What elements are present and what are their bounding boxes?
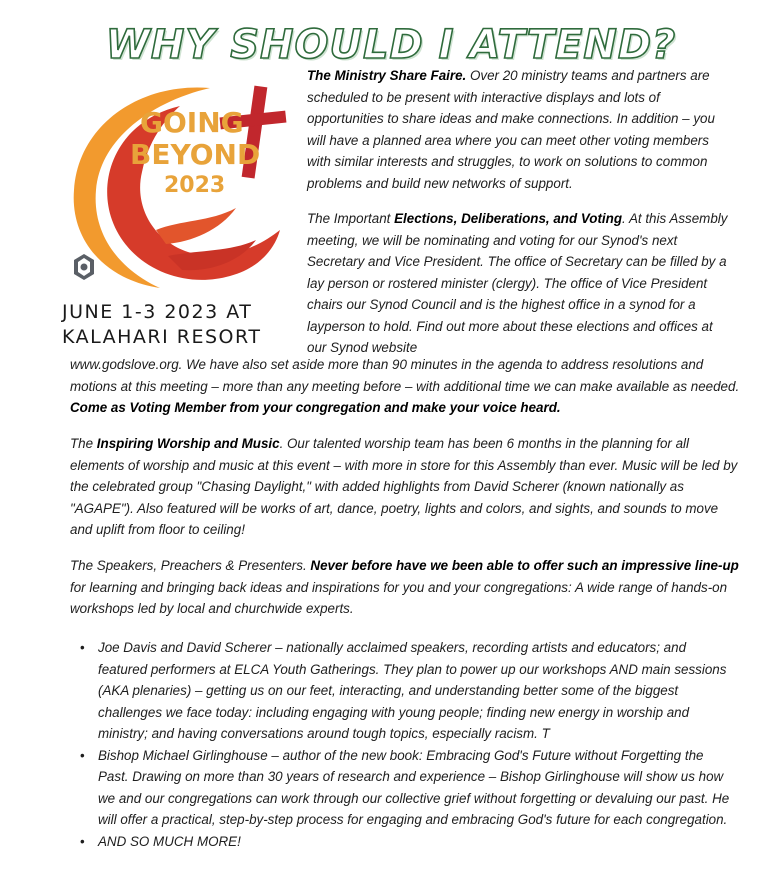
event-venue: KALAHARI RESORT [62,326,262,348]
list-item: • Joe Davis and David Scherer – nationally acclaimed speakers, recording artists and educators; and featured performers at ELCA Youth Gatherings. They plan to power up our workshops AND main sessions (AKA plenaries) – getting us on our feet, interacting, and understanding better some of the biggest challenges we face today: including engaging with young people; finding new energy in worship and ministry; and having conversations around tough topics, especially racism. T [70,637,736,745]
synod-seal-icon [74,254,94,280]
elections-lead: The Important [307,211,395,226]
event-date-venue [62,300,302,350]
logo-line1: GOING [140,106,244,139]
elections-cta: Come as Voting Member from your congregation and make your voice heard. [70,400,561,415]
speakers-text: for learning and bringing back ideas and inspirations for you and your congregations: A wide range of hands-on workshops led by local and churchwide experts. [70,579,728,616]
worship-heading: Inspiring Worship and Music [96,436,280,451]
elections-text: . At this Assembly meeting, we will be nominating and voting for our Synod's next Secretary and Vice President. The office of Secretary can be filled by a lay person or rostered minister (clergy). The office of Vice President chairs our Synod Council and is the highest office in a synod for a layperson to hold. Find out more about these elections and offices at our Synod website [307,211,728,355]
worship-lead: The [70,436,97,451]
ministry-section [307,65,727,194]
elections-heading: Elections, Deliberations, and Voting [394,211,623,226]
worship-section [70,433,740,541]
elections-continued [70,354,740,419]
list-item: • AND SO MUCH MORE! [70,831,736,853]
worship-text: . Our talented worship team has been 6 months in the planning for all elements of worship and music at this event – with more in store for this Assembly than ever. Music will be led by the celebrated group "Chasing Daylight," with added highlights from David Scherer (known nationally as "AGAPE"). Also featured will be works of art, dance, poetry, lights and colors, and sights, and sounds to move and uplift from floor to ceiling! [70,436,738,537]
speakers-section [70,555,740,620]
elections-section [307,208,735,359]
logo-line2: BEYOND [130,138,261,171]
ministry-heading: The Ministry Share Faire. [307,68,467,83]
speakers-lead: The Speakers, Preachers & Presenters. [70,558,311,573]
headline: WHY SHOULD I ATTEND? [105,22,677,68]
ministry-text: Over 20 ministry teams and partners are scheduled to be present with interactive displays and lots of opportunities to share ideas and make connections. In addition – you will have a planned area where you can meet other voting members with similar interests and struggles, to work on solutions to common problems and build new networks of support. [307,68,715,191]
going-beyond-logo [60,80,290,295]
list-item: • Bishop Michael Girlinghouse – author of the new book: Embracing God's Future without Forgetting the Past. Drawing on more than 30 years of research and experience – Bishop Girlinghouse will show us how we and our congregations can work through our collective grief without forgetting or devaluing our past. He will offer a practical, step-by-step process for engaging and embracing God's future for each congregation. [70,745,736,831]
logo-year: 2023 [164,173,226,198]
logo-red-wing [156,208,236,244]
speakers-list [70,637,736,852]
elections-cont: www.godslove.org. We have also set aside more than 90 minutes in the agenda to address resolutions and motions at this meeting – more than any meeting before – with additional time we can make available as needed. [70,357,740,394]
event-date: JUNE 1-3 2023 AT [62,301,253,323]
speakers-bold: Never before have we been able to offer such an impressive line-up [310,558,739,573]
